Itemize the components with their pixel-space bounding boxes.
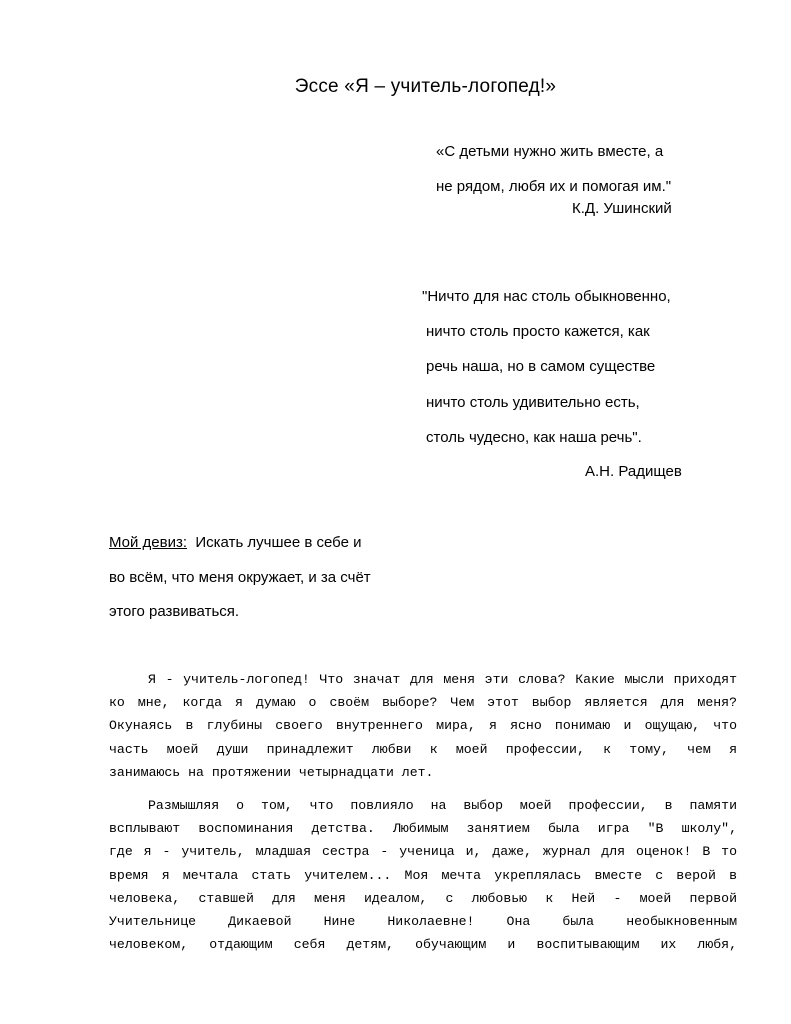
paragraph-1-line: часть моей души принадлежит любви к моей профессии, к тому, чем я [109, 741, 737, 757]
paragraph-1-line: занимаюсь на протяжении четырнадцати лет. [109, 764, 434, 780]
motto-label: Мой девиз: [109, 534, 188, 551]
paragraph-1-line: Я - учитель-логопед! Что значат для меня эти слова? Какие мысли приходят [148, 672, 737, 687]
paragraph-2-line: человеком, отдающим себя детям, обучающим и воспитывающим их любя, [109, 937, 737, 953]
paragraph-2-line: где я - учитель, младшая сестра - ученица и, даже, журнал для оценок! В то [109, 844, 737, 860]
paragraph-2-line: Размышляя о том, что повлияло на выбор моей профессии, в памяти [148, 798, 737, 813]
paragraph-2 [109, 794, 737, 956]
motto-text-1: Искать лучшее в себе и [187, 534, 362, 551]
paragraph-2-line: человека, ставшей для меня идеалом, с любовью к Ней - моей первой [109, 890, 737, 906]
paragraph-1-line: ко мне, когда я думаю о своём выборе? Чем этот выбор является для меня? [109, 695, 737, 711]
epigraph2-line-1: "Ничто для нас столь обыкновенно, [422, 288, 671, 305]
epigraph2-line-4: ничто столь удивительно есть, [426, 394, 640, 411]
paragraph-2-line: всплывают воспоминания детства. Любимым занятием была игра "В школу", [109, 821, 737, 837]
epigraph1-line-1: «С детьми нужно жить вместе, а [436, 143, 664, 160]
motto-line-1 [109, 534, 362, 551]
paragraph-2-line: время я мечтала стать учителем... Моя мечта укреплялась вместе с верой в [109, 867, 737, 883]
paragraph-2-line: Учительнице Дикаевой Нине Николаевне! Она была необыкновенным [109, 914, 737, 930]
epigraph2-line-3: речь наша, но в самом существе [426, 358, 656, 375]
epigraph1-line-2: не рядом, любя их и помогая им." [436, 178, 672, 195]
motto-line-3: этого развиваться. [109, 603, 240, 620]
paragraph-1 [109, 668, 737, 784]
epigraph1-author: К.Д. Ушинский [572, 200, 672, 217]
epigraph2-line-2: ничто столь просто кажется, как [426, 323, 650, 340]
epigraph2-line-5: столь чудесно, как наша речь". [426, 429, 642, 446]
essay-title: Эссе «Я – учитель-логопед!» [294, 76, 557, 97]
epigraph2-author: А.Н. Радищев [585, 463, 682, 480]
motto-line-2: во всём, что меня окружает, и за счёт [109, 569, 371, 586]
paragraph-1-line: Окунаясь в глубины своего внутреннего мира, я ясно понимаю и ощущаю, что [109, 718, 737, 734]
